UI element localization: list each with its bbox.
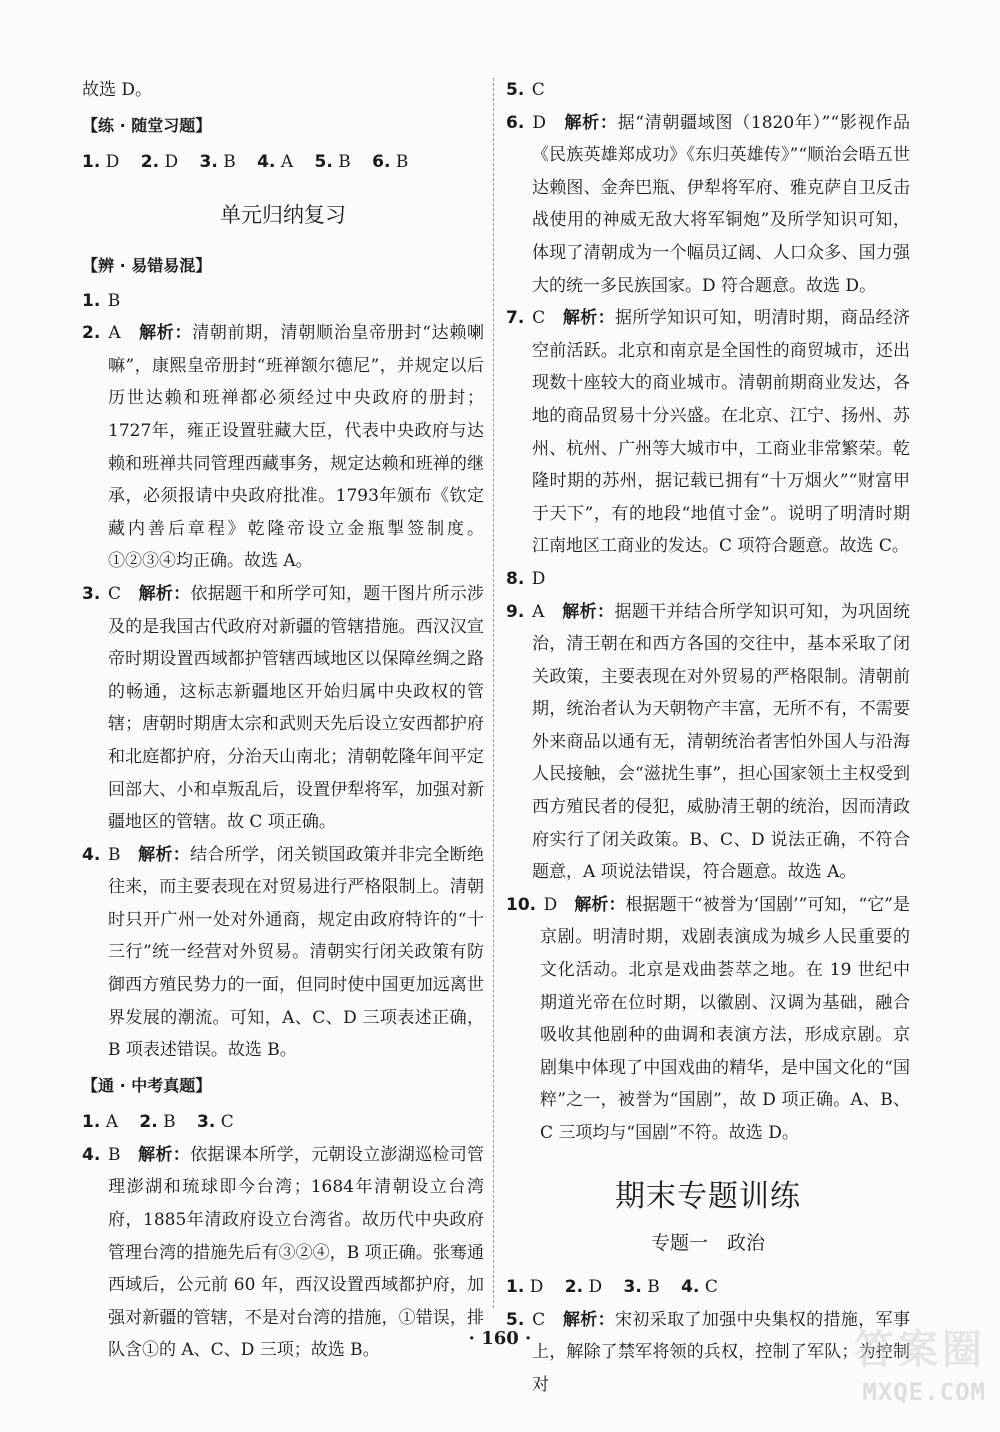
explanation-item: 7. C 解析：据所学知识可知，明清时期，商品经济空前活跃。北京和南京是全国性的商贸城市，还出现数十座较大的商业城市。清朝前期商业发达，各地的商品贸易十分兴盛。在北京、江宁、扬州、苏州、杭州、广州等大城市中，工商业非常繁荣。乾隆时期的苏州，据记载已拥有“十万烟火”“财富甲于天下”，有的地段“地值寸金”。说明了明清时期江南地区工商业的发达。C 项符合题意。故选 C。 — [506, 308, 911, 557]
answer-item: 1. D — [506, 1276, 544, 1297]
answer-item: 4. A — [257, 151, 294, 172]
final-review-title: 期末专题训练 — [615, 1178, 801, 1214]
answer-item: 5. C — [506, 80, 545, 100]
answer-item: 1. D — [82, 151, 120, 172]
answer-item: 8. D — [506, 568, 546, 589]
answer-item: 6. B — [372, 151, 409, 172]
explanation-item: 6. D 解析：据“清朝疆域图（1820年）”“影视作品《民族英雄郑成功》《东归英雄传》”“顺治会晤五世达赖图、金奔巴瓶、伊犁将军府、雅克萨自卫反击战使用的神威无敌大将军铜炮”及所学知识可知，体现了清朝成为一个幅员辽阔、人口众多、国力强大的统一多民族国家。D 符合题意。故选 D。 — [506, 112, 911, 296]
answer-item: 1. B — [82, 290, 121, 311]
answer-item: 1. A — [82, 1111, 118, 1132]
explanation-item: 4. B 解析：依据课本所学，元朝设立澎湖巡检司管理澎湖和琉球即今台湾；1684年清朝设立台湾府，1885年清政府设立台湾省。故历代中央政府管理台湾的措施先后有③②④，B 项正确。张骞通西域后，公元前 60 年，西汉设置西域都护府，加强对新疆的管辖，不是对台湾的措施，①错误，排队含①的 A、C、D 三项；故选 B。 — [82, 1144, 485, 1361]
topic-subtitle: 专题一 政治 — [650, 1231, 765, 1254]
explanation-item: 5. C 解析：宋初采取了加强中央集权的措施，军事上，解除了禁军将领的兵权，控制了军队；为控制对 — [506, 1309, 911, 1395]
right-column — [506, 74, 910, 1401]
explanation-item: 3. C 解析：依据题干和所学可知，题干图片所示涉及的是我国古代政府对新疆的管辖措施。西汉汉宣帝时期设置西域都护管辖西域地区以保障丝绸之路的畅通，这标志新疆地区开始归属中央政权的管辖；唐朝时期唐太宗和武则天先后设立安西都护府和北庭都护府，分治天山南北；清朝乾隆年间平定回部大、小和卓叛乱后，设置伊犁将军，加强对新疆地区的管辖。故 C 项正确。 — [82, 583, 485, 833]
explanation-item: 2. A 解析：清朝前期，清朝顺治皇帝册封“达赖喇嘛”，康熙皇帝册封“班禅额尔德尼”，并规定以后历世达赖和班禅都必须经过中央政府的册封；1727年，雍正设置驻藏大臣，代表中央政府与达赖和班禅共同管理西藏事务，规定达赖和班禅的继承，必须报请中央政府批准。1793年颁布《钦定藏内善后章程》乾隆帝设立金瓶掣签制度。①②③④均正确。故选 A。 — [82, 323, 485, 572]
explanation-item: 4. B 解析：结合所学，闭关锁国政策并非完全断绝往来，而主要表现在对贸易进行严格限制上。清朝时只开广州一处对外通商，规定由政府特许的“十三行”统一经营对外贸易。清朝实行闭关政策有防御西方殖民势力的一面，但同时使中国更加远离世界发展的潮流。可知，A、C、D 三项表述正确，B 项表述错误。故选 B。 — [82, 844, 485, 1061]
unit-review-title: 单元归纳复习 — [220, 202, 346, 227]
answer-item: 3. B — [199, 151, 236, 172]
answer-item: 4. C — [681, 1276, 718, 1297]
answer-item: 3. C — [197, 1111, 234, 1132]
intro-line: 故选 D。 — [82, 80, 153, 100]
watermark-logo — [776, 1322, 986, 1420]
page-number: · 160 · — [468, 1328, 532, 1349]
answer-item: 2. B — [139, 1111, 176, 1132]
explanation-item: 9. A 解析：据题干并结合所学知识可知，为巩固统治，清王朝在和西方各国的交往中，基本采取了闭关政策，主要表现在对外贸易的严格限制。清朝前期，统治者认为天朝物产丰富，无所不有，不需要外来商品以通有无，清朝统治者害怕外国人与沿海人民接触，会“滋扰生事”，担心国家领土主权受到西方殖民者的侵犯，威胁清王朝的统治，因而清政府实行了闭关政策。B、C、D 说法正确，不符合题意，A 项说法错误，符合题意。故选 A。 — [506, 601, 911, 883]
section-label-exam: 【通 · 中考真题】 — [82, 1075, 212, 1095]
answer-item: 3. B — [623, 1276, 660, 1297]
answer-row-topic — [506, 1270, 910, 1304]
answer-item: 2. D — [564, 1276, 603, 1297]
left-column — [82, 74, 484, 1367]
section-label-practice: 【练 · 随堂习题】 — [82, 115, 212, 135]
section-label-mistakes: 【辨 · 易错易混】 — [82, 255, 212, 275]
answer-row-exam — [82, 1105, 484, 1139]
answer-item: 2. D — [140, 151, 179, 172]
answer-row-practice — [82, 145, 484, 179]
explanation-item: 10. D 解析：根据题干“被誉为‘国剧’”可知，“它”是京剧。明清时期，戏剧表演成为城乡人民重要的文化活动。北京是戏曲荟萃之地。在 19 世纪中期道光帝在位时期，以徽剧、汉调为基础，融合吸收其他剧种的曲调和表演方法，形成京剧。京剧集中体现了中国戏曲的精华，是中国文化的“国粹”之一，被誉为“国剧”，故 D 项正确。A、B、C 三项均与“国剧”不符。故选 D。 — [506, 894, 911, 1143]
watermark-url: MXQE.COM — [862, 1378, 986, 1406]
answer-item: 5. B — [314, 151, 351, 172]
watermark-text: 答案圈 — [854, 1327, 986, 1373]
column-divider — [493, 78, 494, 1308]
